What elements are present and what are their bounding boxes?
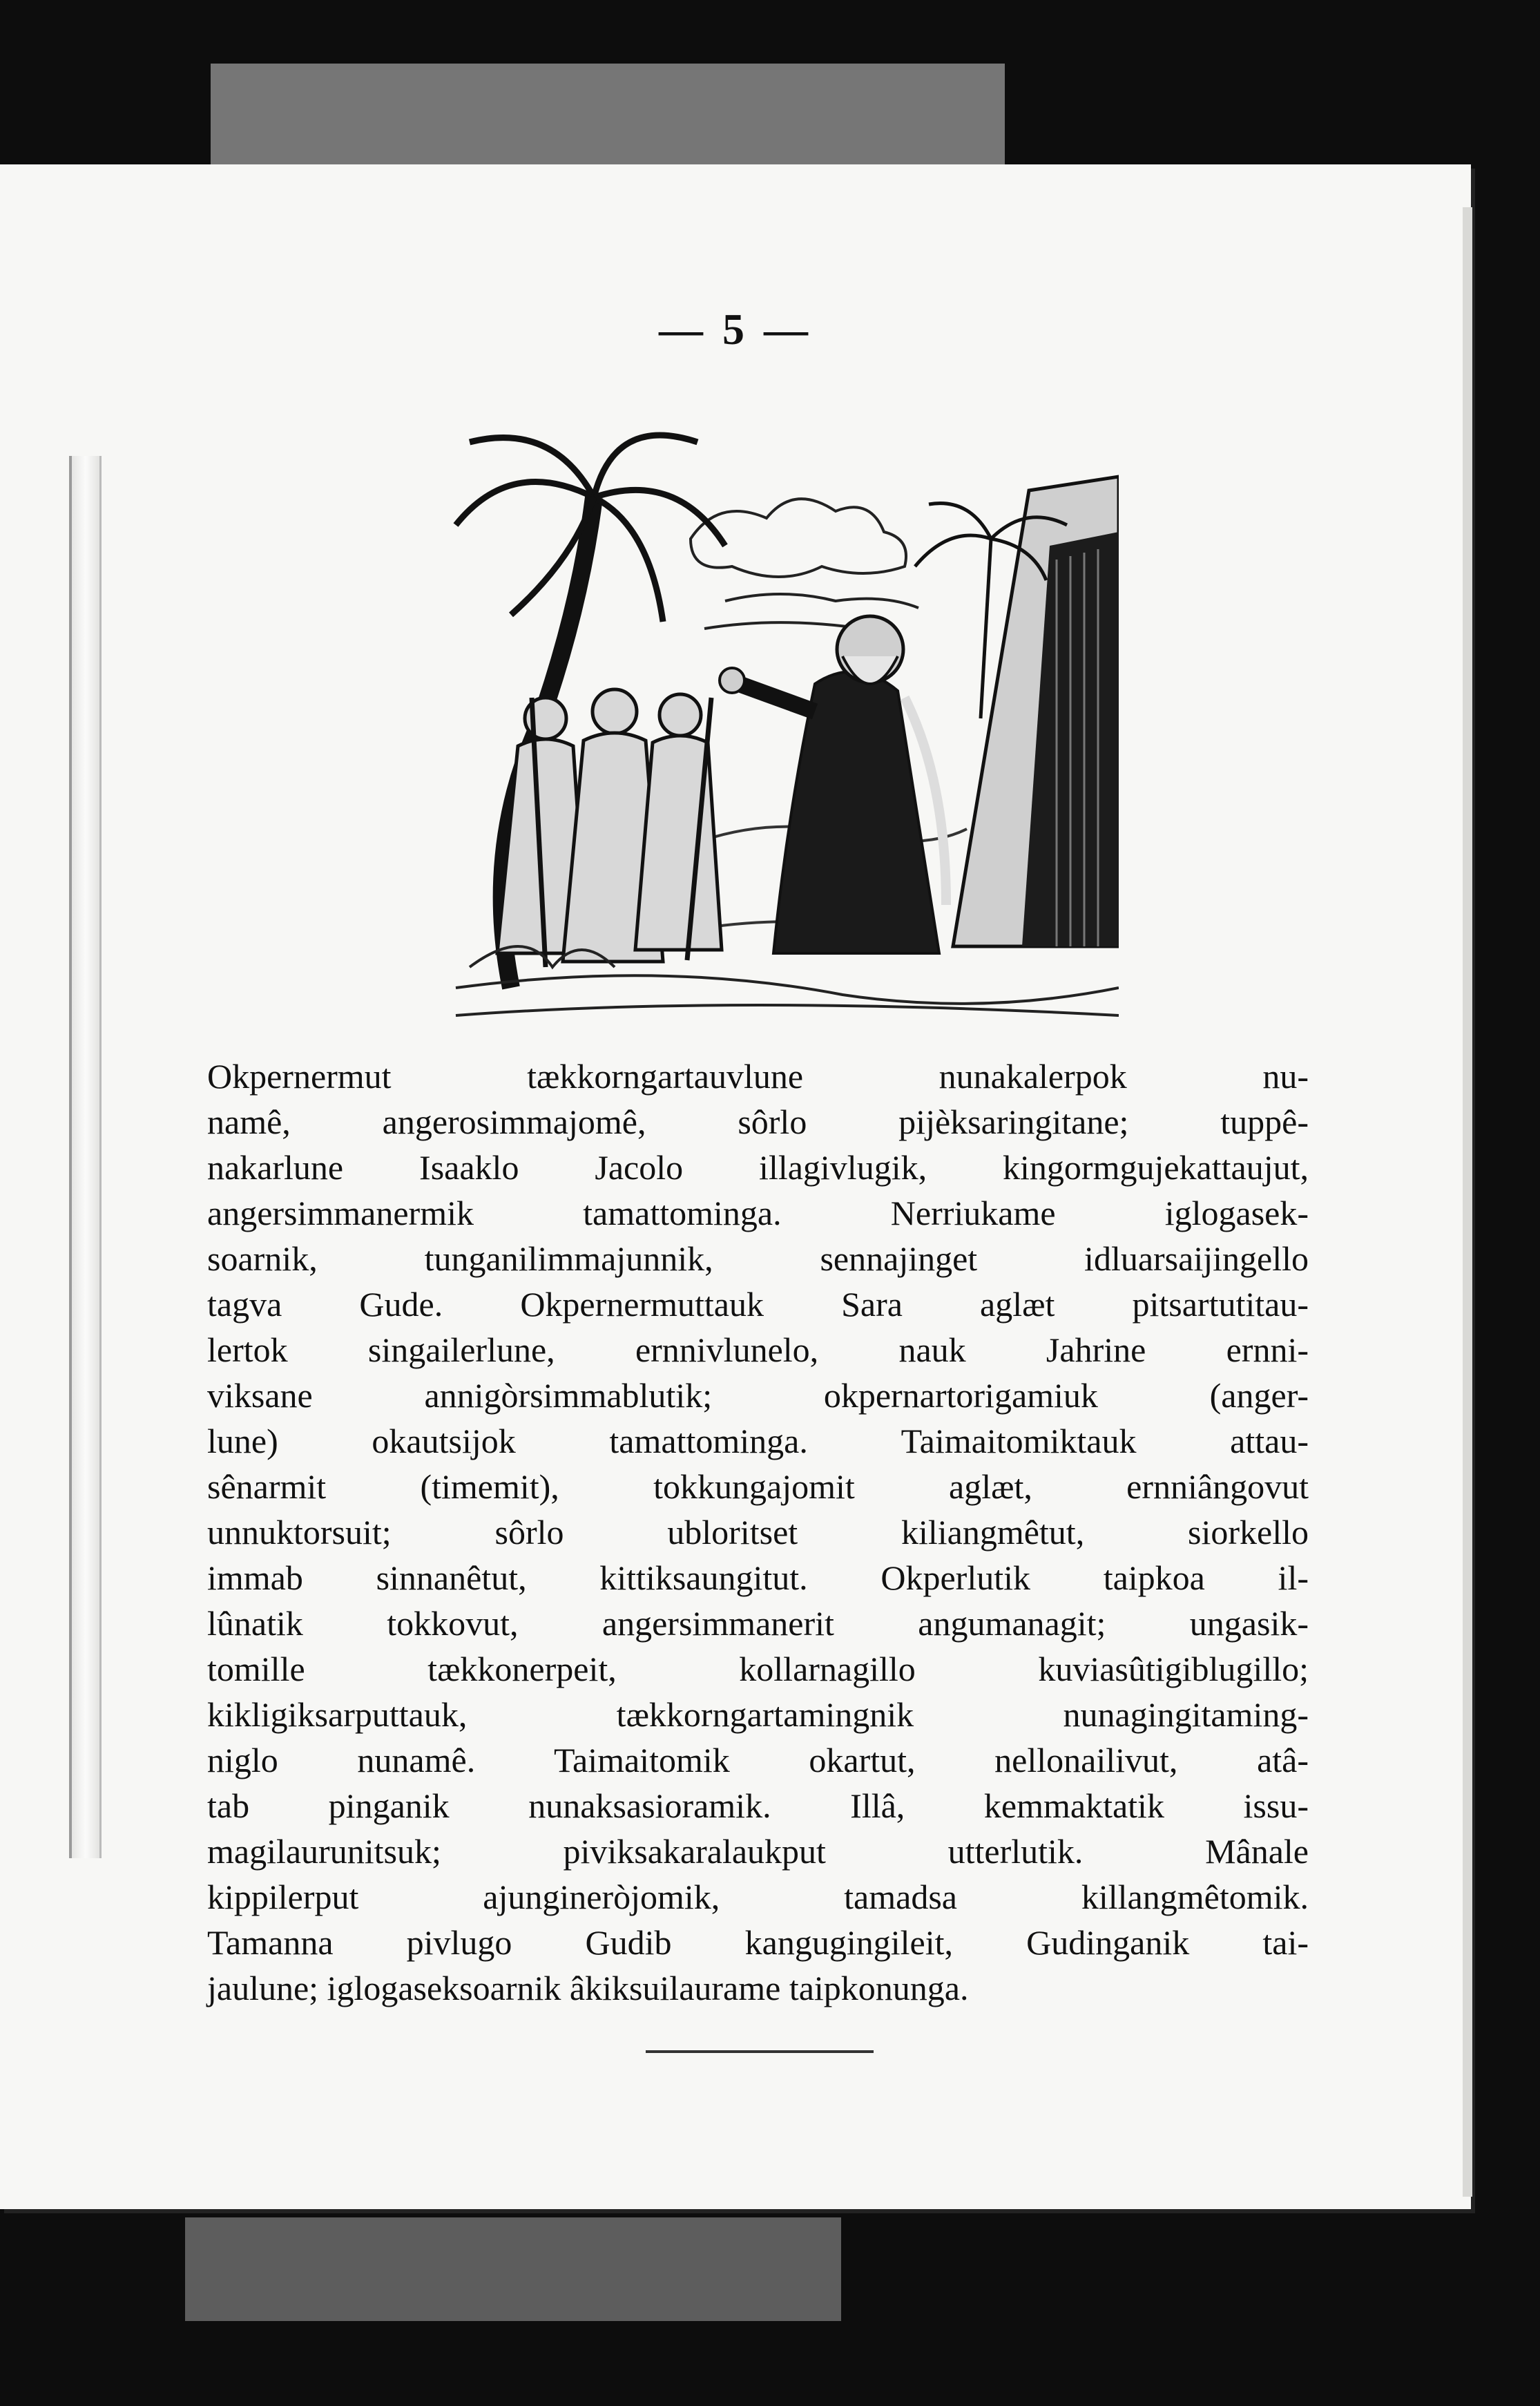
woodcut-illustration-icon xyxy=(428,421,1119,1043)
text-line: kippilerput ajungineròjomik, tamadsa killangmêtomik. xyxy=(207,1878,1309,1916)
text-line: viksane annigòrsimmablutik; okpernartorigamiuk (anger- xyxy=(207,1376,1309,1415)
background-strip-top xyxy=(211,64,1005,174)
text-line: soarnik, tunganilimmajunnik, sennajinget idluarsaijingello xyxy=(207,1239,1309,1278)
page-edge xyxy=(1463,207,1472,2197)
paragraph xyxy=(207,1053,1309,2011)
text-line: lûnatik tokkovut, angersimmanerit angumanagit; ungasik- xyxy=(207,1604,1309,1643)
text-line: angersimmanermik tamattominga. Nerriukame iglogasek- xyxy=(207,1194,1309,1232)
text-line: sênarmit (timemit), tokkungajomit aglæt, ernniângovut xyxy=(207,1467,1309,1506)
text-line: tomille tækkonerpeit, kollarnagillo kuviasûtigiblugillo; xyxy=(207,1650,1309,1688)
text-line: jaulune; iglogaseksoarnik âkiksuilaurame taipkonunga. xyxy=(207,1969,969,2007)
text-line: namê, angerosimmajomê, sôrlo pijèksaringitane; tuppê- xyxy=(207,1102,1309,1141)
page-binding xyxy=(69,456,102,1858)
section-divider xyxy=(646,2050,874,2053)
text-line: nakarlune Isaaklo Jacolo illagivlugik, kingormgujekattaujut, xyxy=(207,1148,1309,1187)
text-line: unnuktorsuit; sôrlo ubloritset kiliangmêtut, siorkello xyxy=(207,1513,1309,1552)
text-line: immab sinnanêtut, kittiksaungitut. Okperlutik taipkoa il- xyxy=(207,1558,1309,1597)
background-strip-bottom xyxy=(185,2217,841,2321)
text-line: tagva Gude. Okpernermuttauk Sara aglæt pitsartutitau- xyxy=(207,1285,1309,1324)
text-line: lune) okautsijok tamattominga. Taimaitomiktauk attau- xyxy=(207,1422,1309,1460)
text-line: lertok singailerlune, ernnivlunelo, nauk Jahrine ernni- xyxy=(207,1330,1309,1369)
text-line: tab pinganik nunaksasioramik. Illâ, kemmaktatik issu- xyxy=(207,1786,1309,1825)
text-line: Okpernermut tækkorngartauvlune nunakalerpok nu- xyxy=(207,1057,1309,1096)
text-line: kikligiksarputtauk, tækkorngartamingnik nunagingitaming- xyxy=(207,1695,1309,1734)
page-number: — 5 — xyxy=(659,305,812,354)
text-line: Tamanna pivlugo Gudib kangugingileit, Gudinganik tai- xyxy=(207,1923,1309,1962)
text-line: niglo nunamê. Taimaitomik okartut, nellonailivut, atâ- xyxy=(207,1741,1309,1779)
text-line: magilaurunitsuk; piviksakaralaukput utterlutik. Mânale xyxy=(207,1832,1309,1871)
